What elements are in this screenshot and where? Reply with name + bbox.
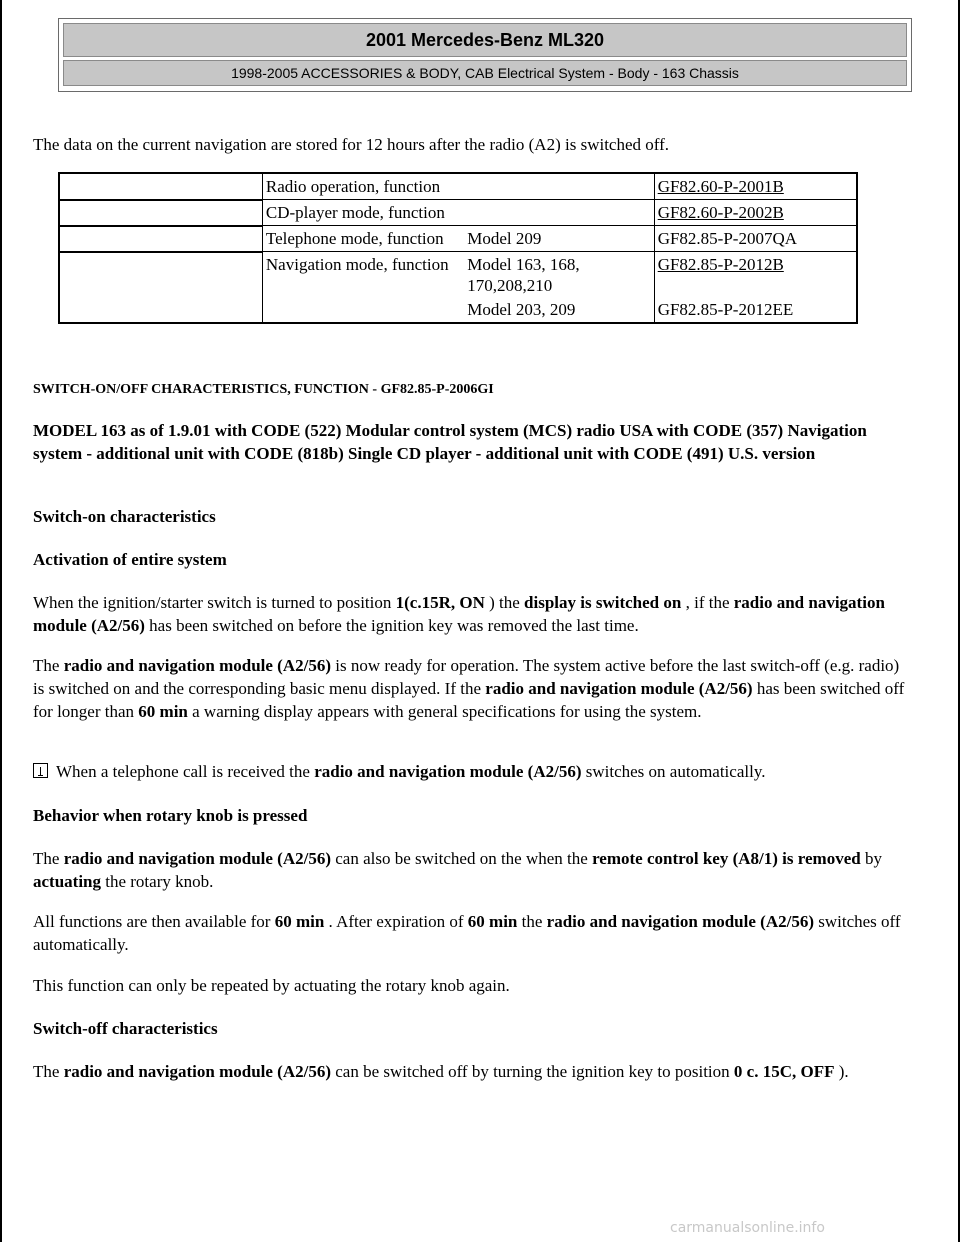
document-reference: GF82.85-P-2012EE (657, 300, 794, 319)
activation-heading: Activation of entire system (33, 550, 227, 569)
document-reference: GF82.85-P-2007QA (657, 229, 797, 248)
switch-off-paragraph: The radio and navigation module (A2/56) can be switched off by turning the ignition key to position 0 c. 15C, OFF ). (33, 1062, 849, 1081)
section-heading: SWITCH-ON/OFF CHARACTERISTICS, FUNCTION - GF82.85-P-2006GI (33, 382, 494, 397)
table-row (59, 173, 857, 200)
model-cell (464, 200, 654, 226)
document-link[interactable]: GF82.85-P-2012B (657, 255, 784, 274)
watermark: carmanualsonline.info (670, 1220, 825, 1236)
model-cell: Model 163, 168, 170,208,210 (467, 255, 580, 295)
document-link[interactable]: GF82.60-P-2002B (657, 203, 784, 222)
switch-off-heading: Switch-off characteristics (33, 1019, 218, 1038)
function-cell: Telephone mode, function (262, 226, 464, 252)
model-cell: Model 209 (464, 226, 654, 252)
note-icon (33, 763, 48, 778)
document-link[interactable]: GF82.60-P-2001B (657, 177, 784, 196)
repeat-paragraph: This function can only be repeated by actuating the rotary knob again. (33, 976, 510, 995)
document-header (58, 18, 912, 92)
rotary-knob-heading: Behavior when rotary knob is pressed (33, 806, 308, 825)
function-reference-table (58, 172, 858, 324)
function-cell: CD-player mode, function (262, 200, 464, 226)
model-applicability: MODEL 163 as of 1.9.01 with CODE (522) Modular control system (MCS) radio USA with CODE (357) Navigation system - additional unit with CODE (818b) Single CD player - additional unit with CODE (491) U.S. version (33, 421, 867, 463)
timeout-paragraph: All functions are then available for 60 min . After expiration of 60 min the radio and navigation module (A2/56) switches off automatically. (33, 912, 901, 954)
switch-on-heading: Switch-on characteristics (33, 507, 216, 526)
header-title: 2001 Mercedes-Benz ML320 (63, 23, 907, 57)
header-subtitle: 1998-2005 ACCESSORIES & BODY, CAB Electrical System - Body - 163 Chassis (63, 60, 907, 86)
note-paragraph: When a telephone call is received the radio and navigation module (A2/56) switches on automatically. (33, 760, 913, 783)
function-cell: Navigation mode, function (262, 252, 464, 324)
table-row (59, 226, 857, 252)
table-row (59, 200, 857, 226)
ready-paragraph: The radio and navigation module (A2/56) is now ready for operation. The system active before the last switch-off (e.g. radio) is switched on and the corresponding basic menu displayed. If the radio and navigation module (A2/56) has been switched off for longer than 60 min a warning display appears with general specifications for using the system. (33, 656, 905, 721)
page-left-border (0, 0, 2, 1242)
table-row (59, 252, 857, 324)
function-cell: Radio operation, function (262, 173, 464, 200)
intro-paragraph: The data on the current navigation are stored for 12 hours after the radio (A2) is switched off. (33, 135, 670, 154)
model-cell: Model 203, 209 (467, 300, 576, 319)
model-cell (464, 173, 654, 200)
activation-paragraph: When the ignition/starter switch is turned to position 1(c.15R, ON ) the display is switched on , if the radio and navigation module (A2/56) has been switched on before the ignition key was removed the last time. (33, 593, 885, 635)
rotary-paragraph: The radio and navigation module (A2/56) can also be switched on the when the remote control key (A8/1) is removed by actuating the rotary knob. (33, 849, 882, 891)
